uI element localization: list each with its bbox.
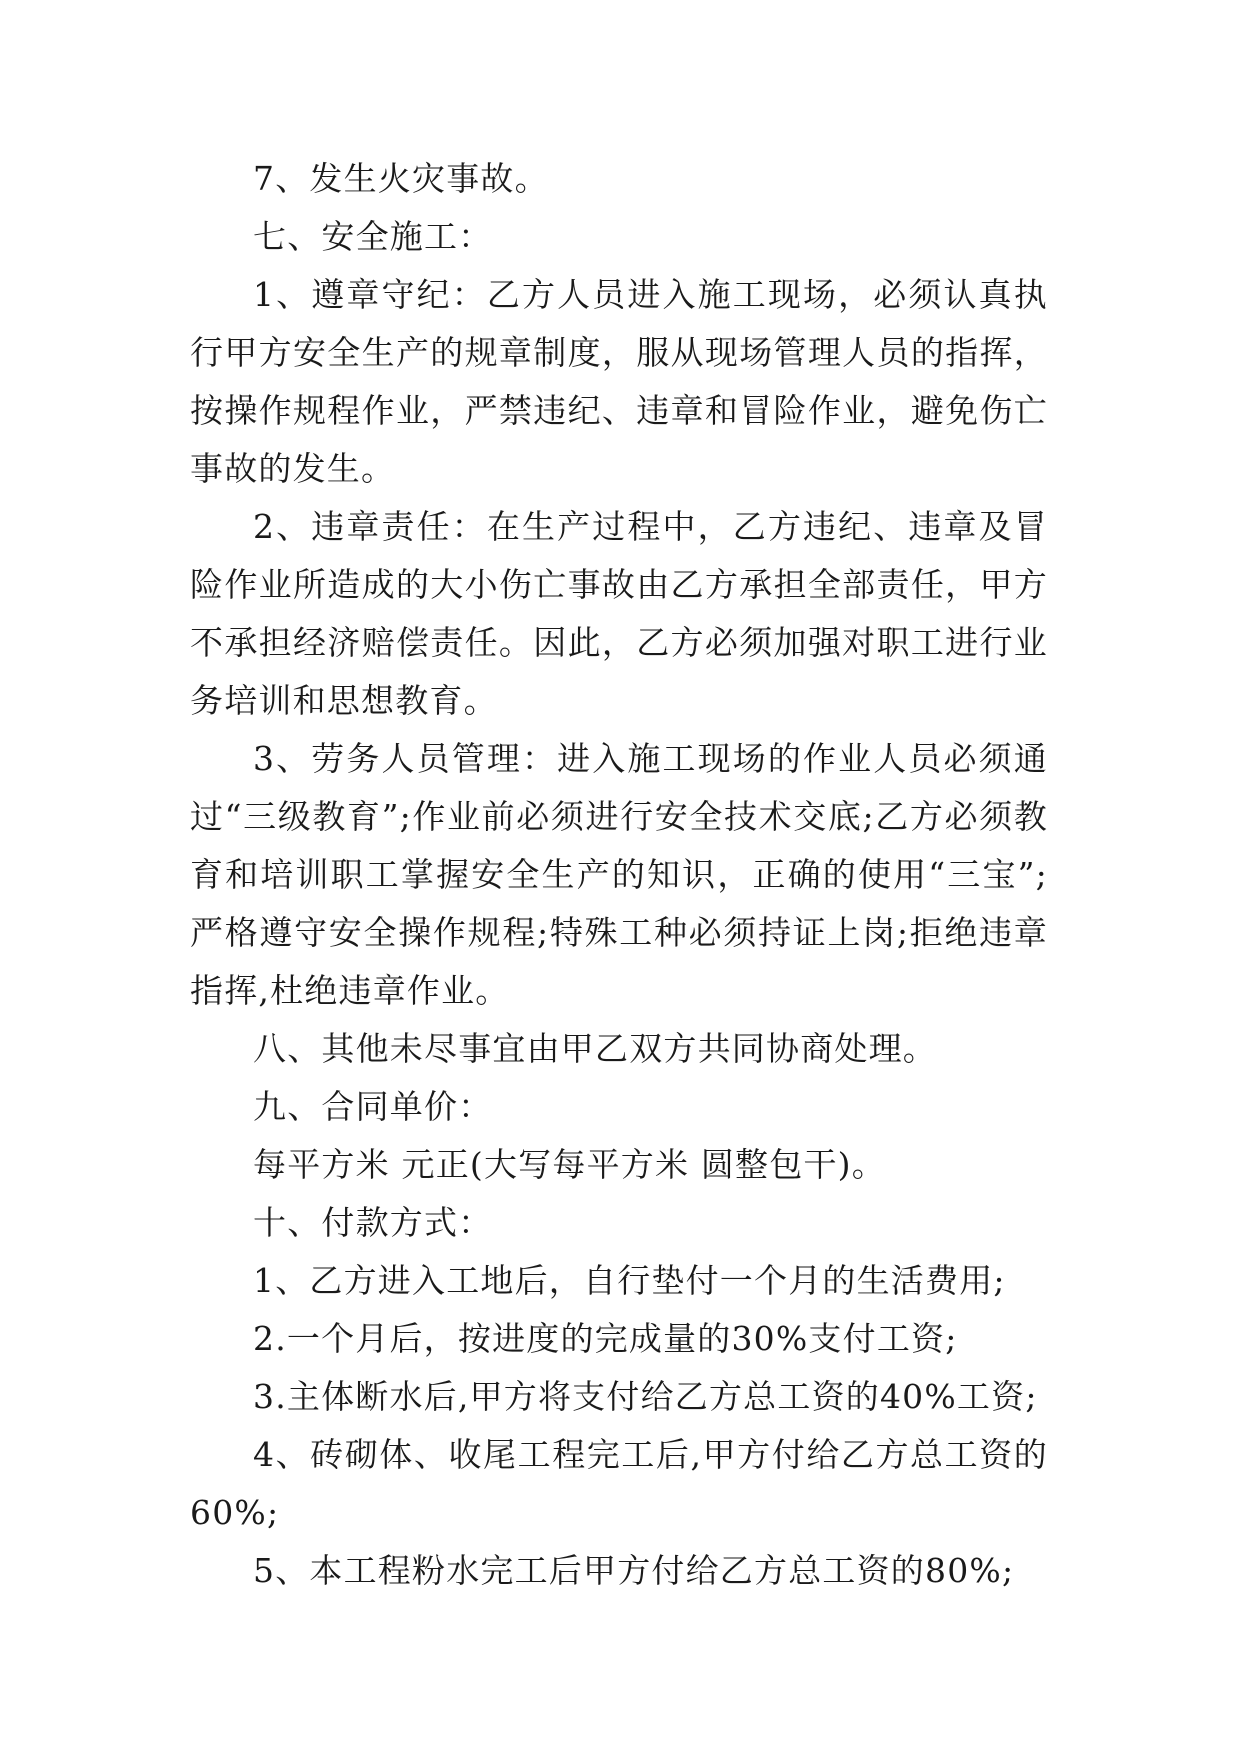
paragraph-labor-management: 3、劳务人员管理：进入施工现场的作业人员必须通过“三级教育”;作业前必须进行安全技术交底;乙方必须教育和培训职工掌握安全生产的知识，正确的使用“三宝”;严格遵守安全操作规程;特殊工种必须持证上岗;拒绝违章指挥,杜绝违章作业。 (190, 739, 1048, 1010)
paragraph-violation-liability: 2、违章责任：在生产过程中，乙方违纪、违章及冒险作业所造成的大小伤亡事故由乙方承担全部责任，甲方不承担经济赔偿责任。因此，乙方必须加强对职工进行业务培训和思想教育。 (190, 507, 1048, 720)
payment-item-1: 1、乙方进入工地后，自行垫付一个月的生活费用; (253, 1261, 1006, 1300)
paragraph-fire-accident: 7、发生火灾事故。 (253, 159, 549, 198)
paragraph-rules-discipline: 1、遵章守纪：乙方人员进入施工现场，必须认真执行甲方安全生产的规章制度，服从现场管理人员的指挥，按操作规程作业，严禁违纪、违章和冒险作业，避免伤亡事故的发生。 (190, 275, 1048, 488)
heading-payment-method: 十、付款方式： (253, 1203, 493, 1242)
payment-item-3: 3.主体断水后,甲方将支付给乙方总工资的40%工资; (253, 1377, 1038, 1416)
heading-safety-construction: 七、安全施工： (253, 217, 493, 256)
payment-item-5: 5、本工程粉水完工后甲方付给乙方总工资的80%; (253, 1551, 1015, 1590)
paragraph-other-matters: 八、其他未尽事宜由甲乙双方共同协商处理。 (253, 1029, 937, 1068)
heading-contract-unit-price: 九、合同单价： (253, 1087, 493, 1126)
paragraph-unit-price: 每平方米 元正(大写每平方米 圆整包干)。 (253, 1145, 886, 1184)
document-body (190, 150, 1048, 1600)
payment-item-4: 4、砖砌体、收尾工程完工后,甲方付给乙方总工资的60%; (190, 1435, 1048, 1532)
payment-item-2: 2.一个月后，按进度的完成量的30%支付工资; (253, 1319, 958, 1358)
